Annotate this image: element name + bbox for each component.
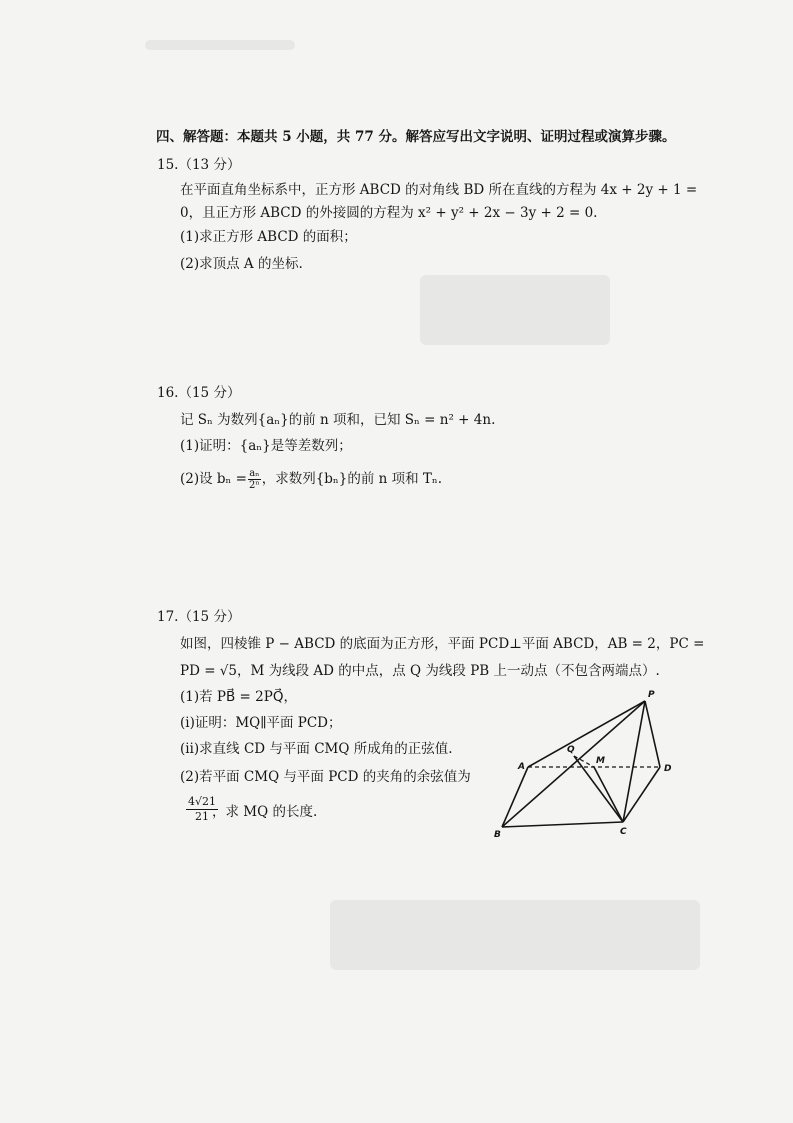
q15-part1: (1)求正方形 ABCD 的面积； [180, 229, 357, 245]
edge-CM [594, 767, 623, 822]
q17-fraction-numerator: 4√21 [188, 795, 217, 808]
scan-smudge [330, 900, 700, 970]
q17-number: 17.（15 分） [157, 609, 241, 625]
q16-fraction [248, 468, 261, 491]
edge-BA [502, 767, 528, 827]
q17-part1: (1)若 PB⃗ = 2PQ⃗， [180, 689, 297, 705]
q16-part2 [180, 468, 442, 491]
edge-PD [645, 701, 660, 767]
scan-smudge [145, 40, 295, 50]
scan-smudge [420, 275, 610, 345]
q16-stem: 记 Sₙ 为数列{aₙ}的前 n 项和，已知 Sₙ = n² + 4n. [180, 412, 496, 428]
section-header: 四、解答题：本题共 5 小题，共 77 分。解答应写出文字说明、证明过程或演算步骤。 [156, 129, 676, 145]
q17-stem-line2: PD = √5，M 为线段 AD 的中点，点 Q 为线段 PB 上一动点（不包含两端点）. [180, 663, 660, 679]
q16-number: 16.（15 分） [157, 385, 241, 401]
pyramid-figure [490, 685, 715, 840]
label-A: A [518, 762, 525, 772]
label-B: B [494, 830, 501, 840]
edge-BC [502, 822, 623, 827]
q16-part2-suffix: ，求数列{bₙ}的前 n 项和 Tₙ. [261, 471, 443, 487]
edge-PC [623, 701, 645, 822]
q15-number: 15.（13 分） [157, 157, 241, 173]
q17-part2-line1: (2)若平面 CMQ 与平面 PCD 的夹角的余弦值为 [180, 769, 471, 785]
q16-part2-prefix: (2)设 bₙ = [180, 471, 247, 487]
q17-stem-line1: 如图，四棱锥 P − ABCD 的底面为正方形，平面 PCD⊥平面 ABCD，AB = 2，PC = [180, 636, 705, 652]
q15-part2: (2)求顶点 A 的坐标. [180, 256, 303, 272]
edge-PA [528, 701, 645, 767]
q16-fraction-numerator: aₙ [249, 468, 260, 479]
label-M: M [596, 756, 605, 766]
q15-stem-line2: 0，且正方形 ABCD 的外接圆的方程为 x² + y² + 2x − 3y + 2 = 0. [180, 205, 598, 221]
label-C: C [620, 827, 627, 837]
label-P: P [648, 690, 655, 700]
label-D: D [664, 764, 672, 774]
label-Q: Q [567, 745, 575, 755]
q17-part2-suffix: ，求 MQ 的长度. [212, 804, 318, 820]
q17-fraction-denominator: 21 [195, 810, 209, 823]
q16-fraction-denominator: 2ⁿ [249, 480, 260, 491]
q17-part1-i: (ⅰ)证明：MQ∥平面 PCD； [180, 715, 342, 731]
q15-stem-line1: 在平面直角坐标系中，正方形 ABCD 的对角线 BD 所在直线的方程为 4x + 2y + 1 = [180, 182, 698, 198]
q16-part1: (1)证明：{aₙ}是等差数列； [180, 438, 352, 454]
q17-part1-ii: (ⅱ)求直线 CD 与平面 CMQ 所成角的正弦值. [180, 741, 453, 757]
